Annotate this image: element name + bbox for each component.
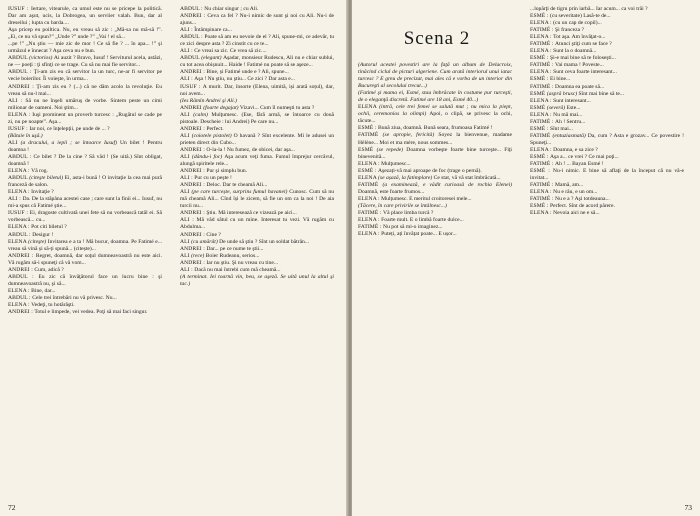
speaker-name: ESMÉ : [358,125,378,132]
line-text: Un bilet ! Pentru doamna ! [8,139,162,153]
line-text: Nevoia aici ne e să... [553,210,600,217]
inline-direction: (se așază, la fatimplare) [378,174,434,181]
speaker-name: ESMÉ : [530,76,550,83]
inline-direction: (coiotele pistolet) [191,132,234,139]
dialogue-line [8,302,162,309]
speaker-name: ESMÉ : [358,167,378,174]
speaker-name: ANDREI : [180,146,207,153]
line-text: Ah ! Sentru... [555,118,586,125]
inline-direction: (calm) [193,111,212,118]
line-text: Soyez la bienvenue, madame Hélène... Moi et ma mère, nous sommes... [358,132,512,146]
speaker-name: ALI [180,252,192,259]
speaker-name: FATIMÉ : [530,41,556,48]
dialogue-line [358,182,512,196]
stage-direction: (Ies Rămîn Andrei şi Ali.) [180,97,237,104]
speaker-name: ALI : [180,266,195,273]
inline-direction: (se repede) [376,146,407,153]
line-text: Vai mama ! Poveste... [555,62,604,69]
right-page [352,0,700,516]
speaker-name: FATIMÉ [358,132,383,139]
right-column-1 [358,62,512,238]
dialogue-line [8,84,162,98]
line-text: Sînt mai... [549,125,573,132]
speaker-name: ALI [180,153,192,160]
line-text: Iar nu ştiu. Şi nu vreau cu tine... [206,259,279,266]
line-text: Bine, dar... [31,287,56,294]
page-number-right: 73 [684,503,692,512]
speaker-name: ABDUL : [8,294,33,301]
dialogue-line [358,161,512,168]
line-text: Aşadar, monsieur Rudescu, Ali nu e chiar sublui, cu tot acea obișnuit... Haide ! Fatimé nu poate să se aşeze... [180,55,334,69]
line-text: Mulţumesc. (Ese, fără armă, se întoarce cu două pistoale. Descheie : lui Andrei) Pe care nu... [180,111,335,125]
speaker-name: ESMÉ : [530,203,550,210]
speaker-name: ANDREI : [180,69,207,76]
line-text: Cine ? [206,231,221,238]
speaker-name: IUSUF : [8,6,31,12]
speaker-name: ELENA : [530,146,554,153]
dialogue-line [180,239,334,246]
dialogue-line [180,175,334,182]
inline-direction: (victorios) [29,55,54,62]
dialogue-line [358,175,512,182]
speaker-name: ELENA : [530,210,554,217]
speaker-name: ELENA : [530,48,554,55]
line-text: De unde să ştiu ? Sînt un soldat bătrân... [219,238,310,245]
speaker-name: ANDREI : [180,168,207,175]
dialogue-line [530,6,684,13]
dialogue-line [8,232,162,239]
dialogue-line [530,126,684,133]
dialogue-line [8,288,162,295]
speaker-name: ELENA [358,104,380,111]
speaker-name: ANDREI : [180,245,207,252]
speaker-name: ALI : [8,196,23,203]
line-text: Sunt ceva foarte interesant... [553,69,617,76]
speaker-name: ABDUL : [180,34,205,41]
line-text: Apoi, o clipă, se privesc la ochi, tăcute... [358,111,512,125]
dialogue-line [530,182,684,189]
speaker-name: ELENA [8,238,29,245]
dialogue-line [358,224,512,231]
inline-direction: (intră, cele trei femei se salută mut ; nu mica la piept, ochii, ceremonios la olimpi) [358,104,512,118]
line-text: Vă place limba turcă ? [383,209,434,216]
line-text: Ai auzit ? Bravo, Iusuf ! Serviturul acela, astăzi, ne — poeţi : ţi sfinţi ce se trage. Cu să nu mai fie servitor... [8,55,163,69]
dialogue-line [180,69,334,76]
left-column-1 [8,6,162,316]
speaker-name: ANDREI : [180,125,207,132]
dialogue-line [180,246,334,253]
speaker-name: ESMÉ : [530,153,550,160]
speaker-name: FATIMÉ : [358,209,384,216]
dialogue-line [8,196,162,210]
dialogue-line [8,253,162,267]
line-text: Ce stat, vă vă stat îmbrăcată... [433,174,501,181]
speaker-name: ELENA : [358,195,382,202]
dialogue-line [530,27,684,34]
line-text: Cele trei întrebări nu vă privesc. Nu... [32,294,117,301]
speaker-name: ANDREI : [8,266,35,273]
inline-direction: (rece) [191,252,206,259]
speaker-name: FATIMÉ : [530,196,556,203]
speaker-name: ELENA : [530,111,554,118]
dialogue-line [8,267,162,274]
speaker-name: FATIMÉ : [530,83,556,90]
line-text: Totul e limpede, vei vedea. Poţi să mai faci singur. [34,309,148,316]
speaker-name: ELENA : [8,111,33,118]
line-text: Nu e a ? Aşi totdeauna... [555,196,610,203]
line-text: Doamna ea poate să... [555,83,605,90]
line-text: Boier Rudeanu, serios... [205,252,260,259]
dialogue-line [358,147,512,161]
dialogue-line [530,210,684,217]
inline-direction: (aspră brusc) [546,90,579,97]
dialogue-line [8,175,162,189]
speaker-name: FATIMÉ : [358,224,384,231]
speaker-name: ELENA : [358,231,382,238]
line-text: Sunt interesant... [553,97,591,104]
line-text: Ştiu. Mă interesează ce vizează pe aici... [206,210,297,217]
speaker-name: ABDUL [8,55,30,62]
speaker-name: FATIMÉ : [530,161,556,168]
line-text: Da, cum ? Asta e grozav... Ce povestire ! Spuneţi... [530,132,684,146]
stage-direction: (A terminat. Iei toarnă vin, beu, se aşeză. Se uită unul la altul şi tac.) [180,273,334,287]
inline-direction: (citeşte) [28,238,48,245]
line-text: Iar noi, ce înţelepţii, pe unde de ... ? [29,125,110,132]
speaker-name: ELENA : [530,34,554,41]
speaker-name: FATIMÉ [530,132,553,139]
line-text: Deloc. Dar te cheamă Ali... [206,182,268,189]
line-text: Nu-i nimic. E bine să aflaţi de la început că nu vă-e invitat... [530,168,684,182]
dialogue-line [180,189,334,210]
speaker-name: ABDUL [8,175,30,182]
dialogue-line [180,13,334,27]
dialogue-line [180,84,334,98]
dialogue-line [8,27,162,41]
line-text: O havană ? Sînt excelente. Mi le adusei un prieten direct din Cubo... [180,132,334,146]
line-text: Doamna vorbeşte foarte bine turceşte... Fiţi binevenită... [358,146,512,160]
speaker-name: ALI : [180,48,195,55]
line-text: Iuşi prominent un proverb turcesc : „Rugătul se cade pe zi, nu pe noapte”. Aşa... [8,111,162,125]
dialogue-line [530,91,684,98]
dialogue-line [358,168,512,175]
dialogue-line [180,76,334,83]
speaker-name: FATIMÉ : [530,182,556,189]
line-text: Nu pot să mi-o imaginez... [383,224,443,231]
speaker-name: ALI : [8,97,26,104]
line-text: Da. De la stăpâna acestei case ; care sunt la finii ei... Iusuf, nu mi-a spus că Fatimé ştie... [8,196,162,210]
speaker-name: ALI [180,132,192,139]
speaker-name: ALI : [180,27,195,34]
dialogue-line [180,267,334,274]
speaker-name: ALI : [180,217,197,224]
speaker-name: ELENA : [530,97,554,104]
dialogue-line [180,34,334,48]
speaker-name: ALI : [180,175,195,182]
line-text: Desigur ! [32,231,54,238]
speaker-name: ESMÉ [530,104,547,111]
line-text: Vedeţi, tu hotărăşti. [31,301,75,308]
right-column-2 [530,6,684,217]
speaker-name: IUSUF : [8,210,30,217]
speaker-name: ESMÉ : [530,168,553,175]
speaker-name: ELENA [358,174,379,181]
dialogue-line [180,168,334,175]
line-text: Bine, și Fatimé unde e ? Ali, spune... [206,69,289,76]
dialogue-line [8,6,162,27]
dialogue-line [358,132,512,146]
dialogue-line [8,295,162,302]
stage-direction: (Autorul acestei povestiri are la faţă un album de Delacroix, tinăcind ciclul de picturi algeriene. Cum arată interiorul unui iatac turcesc ? E greu de precizat, mai ales că e vorba de un interior din Bucureşti al secolului trecut...) [358,62,512,90]
speaker-name: ANDREI : [8,252,36,259]
dialogue-line [530,105,684,112]
line-text: Aşa pricep eu poiltica. Nu, eu vreau să zic : „Mă-sa nu mă-să !”. „Ei, ce nu vă spun?” „Unde ?” unde ?” „Vai ! el să... [8,27,162,41]
speaker-name: IUSUF : [180,83,203,90]
inline-direction: (pe care turcește, surprins fumul havanei) [191,189,290,196]
dialogue-line [8,98,162,112]
dialogue-line [180,55,334,69]
speaker-name: ELENA : [358,217,382,224]
dialogue-line [8,126,162,133]
line-text: Şi franceza ? [555,27,584,34]
line-text: Nu mă mai... [553,111,583,118]
speaker-name: ELENA : [530,69,554,76]
dialogue-line [180,260,334,267]
line-text: Bună ziua, doamnă. Bună seara, frumoasa Fatimé ! [377,125,493,132]
line-text: Sunt la o doamnă... [553,48,597,55]
speaker-name: ELENA : [8,301,32,308]
dialogue-line [8,55,162,69]
speaker-name: ELENA : [8,168,32,175]
left-page [0,0,348,516]
speaker-name: ANDREI : [8,83,37,90]
line-text: Este... [566,104,581,111]
dialogue-line [8,41,162,55]
line-text: Pur şi simplu bun. [206,168,248,175]
line-text: Ce vreai sa zic. Ce vrea să zic.... [194,48,267,55]
dialogue-line [180,154,334,168]
line-text: Ei, dragoste cultivată unei fete să nu vorbească tatăl ei. Să vorbească... cu... [8,210,162,224]
speaker-name: ABDUL : [180,6,205,12]
inline-direction: (citeşte biletul) [29,175,65,182]
dialogue-line [530,133,684,147]
line-text: Invitaţie ? [31,189,54,196]
inline-direction: (se apropie, fericită) [382,132,439,139]
dialogue-line [8,274,162,288]
line-text: Dar... pe ce nume te ştii... [206,245,264,252]
speaker-name: ABDUL : [8,153,34,160]
line-text: Dacă nu mai întrebi cum mă cheamă... [194,266,281,273]
speaker-name: ELENA : [8,189,32,196]
dialogue-line [530,41,684,48]
line-text: Eu zic că învăţătorul face un lucru bine : şi dumneavoastră nu, şi să... [8,273,162,287]
stage-direction: (Bătaie în uşă.) [8,132,43,139]
speaker-name: ABDUL : [8,231,33,238]
speaker-name: ANDREI : [8,309,35,316]
line-text: O-la-la ! Nu fumez, de obicei, dar aşa... [206,146,295,153]
line-text: Mă văd sătul cu un mine. Interesat tu vezi. Vă rugăm cu Abdulma... [180,217,334,231]
dialogue-line [358,104,512,125]
dialogue-line [8,224,162,231]
dialogue-line [530,112,684,119]
speaker-name: FATIMÉ : [530,62,556,69]
stage-direction: (Tăcere, în care privirile se întâlnesc...) [358,202,447,209]
line-text: Cunosc. Cum să nu mă cheamă Ali... Cînd își le zicem, să fie un om ca la noi ! De aia turcii nu... [180,189,334,210]
line-text: Aşa a... ce vrei ? Ce mai poţi... [549,153,619,160]
line-text: Aşezați-vă mai aproape de foc (trage o pernă). [377,167,482,174]
speaker-name: FATIMÉ : [530,118,556,125]
line-text: Poate să am eu nevoie de el ? Ali, spune-mi, ce adevăr, tu ce zici despre asta ? Zi cinstit cu ce te... [180,34,334,48]
speaker-name: ALI [180,189,192,196]
scene-title: Scena 2 [403,28,471,49]
stage-direction: (Fatimé şi mama ei, Esmé, stau îmbrăcate în costume pur turceşti, de o eleganţă discretă. Fatimé are 18 ani, Esmé 40...) [358,90,512,104]
dialogue-line [530,168,684,182]
speaker-name: ELENA : [530,20,554,27]
dialogue-line [530,147,684,154]
dialogue-line [358,196,512,203]
line-text: Perfect. Sînt de acord părere. [549,203,615,210]
speaker-name: ABDUL [180,55,202,62]
dialogue-line [180,112,334,126]
speaker-name: ALI [180,238,192,245]
line-text: Mulțumesc. E meritul croitoresei mele... [381,195,472,202]
speaker-name: ANDREI : [180,182,207,189]
line-text: Şi-e mai bine să te foloseşti... [549,55,616,62]
inline-direction: (a examinează, e vădit curioasă de rochia Elenei) [382,181,512,188]
line-text: Ceva ca fel ? Nu-i nimic de sunt şi noi cu Ali. Nu-i de ajuns... [180,13,334,27]
dialogue-line [180,27,334,34]
line-text: Nu e rău, e un om... [553,189,598,196]
line-text: Invitarea e a ta ! Mă bucur, doamna. Pe Fatimé e... vreau să vină și să-ți spună... (citește)... [8,238,162,252]
line-text: (cu severitate) Lasă-te de... [549,13,611,20]
speaker-name: ELENA : [8,224,32,231]
line-text: Puteți, ați învățat poate... E ușor... [381,231,457,238]
line-text: Ţi-am zis eu ? (...) că ne dăm acolo la revoluţie. Eu vreau să nu-l mai... [8,83,162,97]
speaker-name: ANDREI [180,104,204,111]
speaker-name: ESMÉ : [530,125,550,132]
speaker-name: ESMÉ : [530,55,550,62]
inline-direction: (entuziasmată) [552,132,588,139]
dialogue-line [180,232,334,239]
inline-direction: (severă) [546,104,567,111]
line-text: Doamna, e sa zice ? [553,146,598,153]
dialogue-line [8,239,162,253]
line-text: Sînt mai bine să te... [578,90,625,97]
inline-direction: (foarte degajat) [203,104,240,111]
speaker-name: ANDREI : [180,13,208,20]
line-text: Aşa acum veţi fuma. Fumul împrejur cercăvul, alungă spiritele rele... [180,153,334,168]
dialogue-line [8,112,162,126]
speaker-name: ELENA : [8,287,32,294]
line-text: Să nu ne înşeli umăruş de vorbe. Sintem peste un cimi milionar de oameni. Noi ştim... [8,97,162,111]
line-text: Întâmpinare ca... [194,27,232,34]
dialogue-line [530,154,684,161]
line-text: Mamă, am... [555,182,584,189]
dialogue-line [180,105,334,112]
line-text: Pur cu un peşte ! [194,175,232,182]
dialogue-line [180,133,334,147]
speaker-name: ELENA : [530,189,554,196]
inline-direction: (cu amărât) [191,238,220,245]
line-text: Aşa ! Nu ştiu, nu ştiu... Ce zici ? Dar asta e... [194,76,295,83]
line-text: A murit. Dar, însorte (Elena, uimită, iși arată soțul), dar, noi avem... [180,83,334,97]
dialogue-line [180,147,334,154]
speaker-name: IUSUF : [8,125,30,132]
line-text: Vizavi... Cum îl numeşti tu asta ? [239,104,315,111]
line-text: ...lopărţi de tigru prin iarbă... Iar acum... ca voi trăi ? [530,6,648,12]
speaker-name: FATIMÉ : [530,27,556,34]
speaker-name: ABDUL : [8,273,39,280]
dialogue-line [530,203,684,210]
line-text: Ce bilet ? De la cine ? Să văd ! (Se uită.) Sînt obligat, doamnă ! [8,153,162,168]
dialogue-line [358,210,512,217]
line-text: Vă rog. [31,168,48,175]
inline-direction: (elegant) [201,55,224,62]
line-text: Cum, adică ? [34,266,64,273]
dialogue-line [180,126,334,133]
dialogue-line [8,154,162,168]
speaker-name: ANDREI : [180,231,207,238]
dialogue-line [180,210,334,217]
speaker-name: ALI [180,111,194,118]
line-text: Regret, doamnă, dar soţul dumneavoastră nu este aici. Vă rugăm să-i spuneţi că vă vom... [8,252,162,266]
dialogue-line [530,84,684,91]
line-text: Tot aşa. Am învăţat-o... [553,34,606,41]
line-text: Nu chiar singur ; cu Ali. [204,6,259,12]
speaker-name: ESMÉ [358,146,377,153]
dialogue-line [8,309,162,316]
line-text: Ei, asta-i bună ! O invitaţie la cea mai pură franceză de salon. [8,175,162,189]
dialogue-line [8,69,162,83]
dialogue-line [180,217,334,231]
dialogue-line [530,98,684,105]
left-column-2 [180,6,334,288]
dialogue-line [530,76,684,83]
line-text: Mulţumesc... [381,160,411,167]
page-number-left: 72 [8,503,16,512]
line-text: Iertare, vitearule, ca umul este nu se pricepe la politică. Dar am aşut, ucis, la Dobrogea, un serviier valah. Bun, dar al dreseilui ; lupta cu barda.... [8,6,162,27]
speaker-name: ABDUL : [8,69,34,76]
dialogue-line [8,140,162,154]
speaker-name: ANDREI : [180,259,207,266]
line-text: Ei bine... [549,76,571,83]
dialogue-line [8,210,162,224]
line-text: Doamnă, este foarte frumos... [358,188,425,195]
dialogue-line [180,253,334,260]
inline-direction: (a dracului, a iepii ; se întoarce Iusuf) [20,139,120,146]
line-text: Ţi-am zis eu că servitor la un turc, ne-ar fi servitor pe vecie boierilor. Îi voieşte, în urma... [8,69,162,83]
line-text: Ah ! ... Bayan Esmé ! [555,161,604,168]
speaker-name: ALI : [180,76,195,83]
dialogue-line [358,231,512,238]
speaker-name: FATIMÉ [358,181,383,188]
speaker-name: ELENA : [358,160,382,167]
dialogue-line [180,6,334,13]
speaker-name: ALI [8,139,21,146]
line-text: ...pe !” „Nu ştiu — mie zic de mor ! Ce să fie ? ... în apa... !” şi urmăzul e înnecat ? Aşa ceva nu e bun. [8,41,162,55]
speaker-name: ESMÉ [530,90,547,97]
speaker-name: ANDREI : [180,210,207,217]
line-text: (cu un cap de copil)... [553,20,602,27]
line-text: Foarte mult. E o limbă foarte dulce... [381,217,464,224]
speaker-name: ESMÉ : [530,13,550,20]
line-text: Pot citi biletul ? [31,224,67,231]
dialogue-line [530,119,684,126]
inline-direction: (dându-i foc) [191,153,225,160]
line-text: Perfect. [206,125,224,132]
line-text: Atunci ştiţi cum se face ? [555,41,612,48]
